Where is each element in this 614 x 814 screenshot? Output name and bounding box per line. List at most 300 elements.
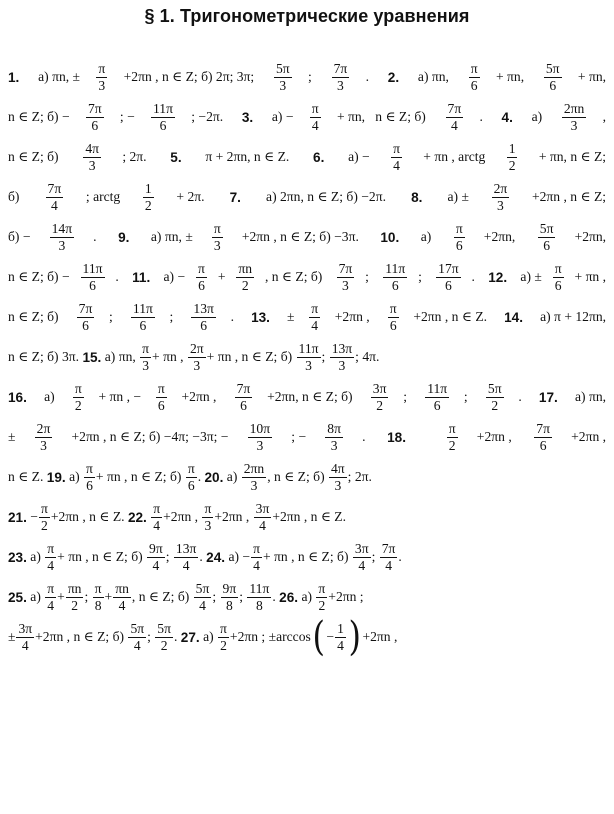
fraction-numerator: 7π <box>333 60 348 76</box>
fraction-numerator: 7π <box>536 420 550 436</box>
fraction-numerator: π <box>311 300 319 316</box>
answer-text: а) <box>298 589 316 604</box>
answer-text: . <box>173 629 181 644</box>
problem-number: 2. <box>387 69 400 85</box>
answer-text: б) − <box>8 229 31 244</box>
fraction <box>196 262 207 293</box>
answer-text: +2πn , <box>214 509 253 524</box>
fraction-numerator: π <box>448 420 456 436</box>
fraction-denominator: 4 <box>133 637 141 653</box>
fraction-numerator: π <box>187 460 195 476</box>
fraction-numerator: πn <box>115 580 129 596</box>
answer-text <box>424 429 427 445</box>
problem-number: 4. <box>501 109 513 125</box>
fraction <box>454 222 465 253</box>
problem-number: 22. <box>127 509 147 525</box>
fraction <box>50 222 74 253</box>
answer-text: + <box>57 589 65 604</box>
fraction-denominator: 6 <box>91 117 99 133</box>
answer-text: n ∈ Z; б) − <box>8 269 70 284</box>
fraction-numerator: 9π <box>149 540 163 556</box>
fraction <box>469 62 480 93</box>
answer-text: +2πn , <box>181 389 220 404</box>
fraction-denominator: 3 <box>256 437 264 453</box>
fraction-numerator: π <box>470 60 478 76</box>
answer-text: а) ± <box>517 269 542 284</box>
answer-text: +2πn , n ∈ Z; б) <box>35 629 128 644</box>
answer-text: ; 2π. <box>347 469 372 484</box>
answer-text: а) π + 12πn, <box>536 309 607 324</box>
fraction-denominator: 4 <box>152 557 160 573</box>
fraction <box>236 262 254 293</box>
fraction <box>151 102 175 133</box>
answer-text <box>147 509 150 525</box>
fraction <box>316 582 327 613</box>
answer-text: . <box>398 549 402 564</box>
answer-text: + πn, <box>495 69 528 84</box>
answers-block <box>8 57 607 660</box>
fraction-numerator: 1 <box>508 140 516 156</box>
fraction-numerator: π <box>311 100 319 116</box>
answer-text: +2πn , n ∈ Z. <box>272 509 347 524</box>
fraction-denominator: 4 <box>450 117 458 133</box>
answer-text: − <box>26 509 38 524</box>
answer-line <box>8 97 606 137</box>
answer-text: + <box>217 269 226 284</box>
fraction-denominator: 3 <box>570 117 578 133</box>
fraction-numerator: 3π <box>372 380 387 396</box>
problem-number: 27. <box>180 629 200 645</box>
fraction-denominator: 4 <box>311 317 319 333</box>
fraction <box>486 382 504 413</box>
fraction-numerator: π <box>213 220 221 236</box>
answer-text: n ∈ Z; б) − <box>8 109 70 124</box>
fraction-denominator: 3 <box>497 197 504 213</box>
fraction <box>221 582 239 613</box>
fraction <box>155 622 173 653</box>
fraction <box>329 462 347 493</box>
fraction-numerator: 1 <box>144 180 152 196</box>
fraction-numerator: π <box>389 300 397 316</box>
answer-text: . <box>230 309 238 324</box>
fraction-denominator: 3 <box>337 77 344 93</box>
answer-text: n ∈ Z; б) <box>8 149 62 164</box>
fraction-denominator: 6 <box>543 237 551 253</box>
answer-text: +2πn , n ∈ Z. <box>50 509 128 524</box>
problem-number: 1. <box>8 69 20 85</box>
fraction-numerator: 8π <box>327 420 341 436</box>
answer-text: +2πn , n ∈ Z. <box>413 309 491 324</box>
answer-text: +2πn , <box>334 309 374 324</box>
fraction-numerator: 3π <box>354 540 369 556</box>
fraction-numerator: 17π <box>438 260 459 276</box>
answer-text: , n ∈ Z; б) <box>131 589 193 604</box>
fraction <box>83 142 101 173</box>
fraction <box>212 222 223 253</box>
answer-line <box>8 497 606 537</box>
answer-text: а) πn, <box>571 389 607 404</box>
fraction-numerator: π <box>86 460 93 476</box>
fraction-numerator: 5π <box>130 620 145 636</box>
answer-text: +2πn , n ∈ Z; б) 2π; 3π; <box>123 69 258 84</box>
fraction-denominator: 6 <box>240 397 247 413</box>
fraction-denominator: 2 <box>41 517 48 533</box>
answer-text: + πn, n ∈ Z; б) <box>336 109 430 124</box>
answer-text: n ∈ Z; б) <box>8 309 62 324</box>
fraction <box>534 422 552 453</box>
fraction-numerator: 7π <box>381 540 396 556</box>
answer-text: а) − <box>160 269 186 284</box>
fraction-denominator: 4 <box>259 517 266 533</box>
answer-text: π + 2πn, n ∈ Z. <box>201 149 293 164</box>
fraction <box>383 262 407 293</box>
answer-line <box>8 297 606 337</box>
fraction-numerator: 4π <box>331 460 345 476</box>
fraction-denominator: 2 <box>220 637 227 653</box>
fraction <box>325 422 343 453</box>
fraction-numerator: π <box>198 260 205 276</box>
fraction-numerator: π <box>393 140 400 156</box>
fraction <box>371 382 389 413</box>
answer-text: . <box>518 389 526 404</box>
fraction-numerator: 5π <box>157 620 171 636</box>
fraction-numerator: π <box>74 380 82 396</box>
fraction-denominator: 4 <box>199 597 206 613</box>
fraction-denominator: 3 <box>213 237 221 253</box>
fraction-numerator: 14π <box>51 220 73 236</box>
fraction-numerator: 3π <box>18 620 33 636</box>
fraction-numerator: 5π <box>539 220 554 236</box>
answer-text: +2πn, <box>483 229 519 244</box>
fraction-numerator: π <box>98 60 106 76</box>
fraction <box>447 422 458 453</box>
fraction <box>194 582 212 613</box>
problem-number: 25. <box>8 589 27 605</box>
answer-text: а) πn, ± <box>34 69 80 84</box>
answer-line <box>8 377 606 417</box>
fraction-denominator: 8 <box>225 597 233 613</box>
answer-text: а) 2πn, n ∈ Z; б) −2π. <box>262 189 390 204</box>
fraction <box>332 62 350 93</box>
fraction <box>77 302 95 333</box>
fraction <box>39 502 50 533</box>
problem-number: 11. <box>132 269 151 285</box>
fraction-numerator: 2πn <box>563 100 585 116</box>
answer-text: + πn, n ∈ Z; <box>538 149 607 164</box>
problem-number: 17. <box>538 389 558 405</box>
fraction-denominator: 4 <box>182 557 190 573</box>
fraction <box>330 342 354 373</box>
fraction <box>380 542 398 573</box>
answer-text: ; <box>165 549 173 564</box>
answer-line <box>8 217 606 257</box>
fraction-denominator: 6 <box>198 277 205 293</box>
fraction-denominator: 8 <box>94 597 102 613</box>
fraction-denominator: 4 <box>253 557 260 573</box>
problem-number: 13. <box>251 309 270 325</box>
fraction-numerator: π <box>554 260 562 276</box>
fraction <box>131 302 155 333</box>
fraction <box>310 102 321 133</box>
answer-text: +2πn , <box>163 509 202 524</box>
answer-line <box>8 537 606 577</box>
fraction <box>81 262 105 293</box>
answer-text: а) <box>26 589 45 604</box>
fraction-numerator: 7π <box>47 180 62 196</box>
fraction-denominator: 6 <box>89 277 96 293</box>
fraction-denominator: 6 <box>187 477 195 493</box>
fraction-denominator: 4 <box>50 197 58 213</box>
answer-text: . <box>199 549 207 564</box>
answer-text: ; −2π. <box>191 109 227 124</box>
fraction <box>436 262 460 293</box>
fraction-denominator: 4 <box>47 597 55 613</box>
fraction <box>425 382 449 413</box>
answer-text: ; <box>463 389 472 404</box>
fraction <box>147 542 165 573</box>
fraction-denominator: 2 <box>71 597 79 613</box>
answer-text: +2πn ; ±arccos <box>229 629 311 644</box>
fraction-numerator: 11π <box>427 380 448 396</box>
answer-text: а) − <box>268 109 294 124</box>
answer-text: , n ∈ Z; б) <box>267 469 328 484</box>
fraction-numerator: π <box>142 340 150 356</box>
fraction <box>156 382 167 413</box>
answer-text: ; <box>371 549 379 564</box>
answer-text: а) <box>65 469 84 484</box>
fraction-numerator: πn <box>238 260 253 276</box>
fraction-denominator: 3 <box>338 357 346 373</box>
fraction-numerator: 5π <box>195 580 210 596</box>
fraction-denominator: 2 <box>491 397 499 413</box>
answer-text: . <box>365 69 373 84</box>
fraction-denominator: 3 <box>40 437 47 453</box>
fraction-denominator: 6 <box>389 317 397 333</box>
fraction <box>544 62 562 93</box>
answer-text: ; <box>365 269 373 284</box>
problem-number: 16. <box>8 389 27 405</box>
answer-line <box>8 337 606 377</box>
answer-text: ; 2π. <box>122 149 150 164</box>
answer-text: + 2π. <box>176 189 208 204</box>
fraction-denominator: 2 <box>508 157 516 173</box>
problem-number: 8. <box>411 189 423 205</box>
problem-number: 15. <box>82 349 102 365</box>
fraction <box>84 462 95 493</box>
fraction <box>553 262 564 293</box>
answer-text: +2πn , <box>571 429 607 444</box>
answer-text: +2πn , n ∈ Z; <box>531 189 607 204</box>
answer-text: + πn, <box>577 69 607 84</box>
answer-text: ; − <box>291 429 307 444</box>
fraction-numerator: π <box>40 500 48 516</box>
fraction <box>254 502 272 533</box>
fraction <box>297 342 321 373</box>
fraction-numerator: 3π <box>255 500 270 516</box>
fraction-denominator: 4 <box>311 117 319 133</box>
fraction-denominator: 2 <box>448 437 456 453</box>
fraction <box>446 102 464 133</box>
fraction-numerator: 11π <box>249 580 270 596</box>
fraction-denominator: 6 <box>200 317 208 333</box>
fraction-denominator: 3 <box>342 277 349 293</box>
fraction <box>247 582 271 613</box>
fraction-numerator: 9π <box>222 580 237 596</box>
fraction-numerator: 11π <box>153 100 173 116</box>
answer-text: . <box>197 469 205 484</box>
fraction-denominator: 4 <box>118 597 126 613</box>
answer-text: . <box>115 269 123 284</box>
fraction <box>140 342 151 373</box>
fraction-denominator: 6 <box>139 317 147 333</box>
answer-text: + πn , n ∈ Z; б) <box>206 349 296 364</box>
fraction-denominator: 6 <box>445 277 452 293</box>
answer-text: а) πn, <box>101 349 140 364</box>
answer-text: ; − <box>119 109 135 124</box>
answer-text: +2πn , n ∈ Z; б) −3π. <box>241 229 363 244</box>
answer-text: а) πn, ± <box>147 229 193 244</box>
fraction-denominator: 3 <box>334 477 342 493</box>
problem-number: 7. <box>229 189 241 205</box>
fraction <box>335 622 346 653</box>
fraction-denominator: 4 <box>21 637 29 653</box>
answer-text: а) <box>40 389 59 404</box>
problem-number: 24. <box>206 549 226 565</box>
answer-line <box>8 177 606 217</box>
fraction-numerator: 5π <box>275 60 290 76</box>
fraction-numerator: 7π <box>236 380 251 396</box>
fraction <box>388 302 399 333</box>
problem-number: 26. <box>279 589 299 605</box>
fraction-numerator: 7π <box>447 100 462 116</box>
fraction-numerator: π <box>47 540 55 556</box>
fraction-denominator: 4 <box>385 557 392 573</box>
answer-text: . <box>272 589 280 604</box>
fraction <box>46 182 64 213</box>
answer-text: ; <box>169 309 177 324</box>
fraction <box>186 462 197 493</box>
answer-text: а) ± <box>444 189 469 204</box>
fraction-numerator: π <box>94 580 102 596</box>
fraction-denominator: 3 <box>279 77 287 93</box>
fraction-numerator: π <box>157 380 165 396</box>
fraction <box>248 422 272 453</box>
fraction <box>492 182 510 213</box>
fraction-denominator: 6 <box>159 117 167 133</box>
answer-text: ; <box>212 589 220 604</box>
problem-number: 21. <box>8 509 27 525</box>
fraction-denominator: 4 <box>153 517 161 533</box>
fraction <box>16 622 34 653</box>
fraction-denominator: 3 <box>305 357 312 373</box>
fraction-numerator: 7π <box>338 260 353 276</box>
answer-text: а) <box>223 469 241 484</box>
answer-text: . <box>471 269 479 284</box>
fraction-numerator: πn <box>67 580 82 596</box>
fraction-numerator: π <box>204 500 212 516</box>
fraction <box>251 542 262 573</box>
fraction-numerator: π <box>47 580 55 596</box>
problem-number: 10. <box>380 229 400 245</box>
fraction-denominator: 2 <box>376 397 383 413</box>
fraction-numerator: 5π <box>545 60 560 76</box>
problem-number: 3. <box>241 109 254 125</box>
answer-text: . <box>362 429 369 444</box>
fraction-denominator: 6 <box>549 77 557 93</box>
problem-number: 5. <box>170 149 182 165</box>
fraction-denominator: 6 <box>82 317 89 333</box>
answer-text: n ∈ Z. <box>8 469 47 484</box>
answer-text: ± <box>8 629 16 644</box>
answer-text: а) − <box>344 149 370 164</box>
problem-number: 14. <box>504 309 524 325</box>
fraction-denominator: 3 <box>98 77 106 93</box>
answer-text: ; <box>403 389 411 404</box>
answer-text: + πn , n ∈ Z; б) <box>262 549 352 564</box>
fraction-numerator: π <box>220 620 227 636</box>
answer-text: ; <box>84 589 92 604</box>
fraction-denominator: 6 <box>455 237 463 253</box>
fraction <box>353 542 371 573</box>
fraction-denominator: 6 <box>157 397 165 413</box>
fraction-numerator: 7π <box>87 100 102 116</box>
fraction-denominator: 2 <box>241 277 249 293</box>
fraction-denominator: 6 <box>391 277 399 293</box>
fraction-numerator: 11π <box>298 340 319 356</box>
fraction-denominator: 6 <box>433 397 441 413</box>
fraction-numerator: 2π <box>36 420 51 436</box>
fraction-denominator: 4 <box>393 157 400 173</box>
fraction <box>96 62 107 93</box>
answer-text: б) <box>8 189 23 204</box>
fraction-denominator: 6 <box>539 437 547 453</box>
answer-text: ; 4π. <box>355 349 380 364</box>
answer-line <box>8 577 606 617</box>
fraction <box>113 582 131 613</box>
fraction <box>143 182 154 213</box>
answer-text: ± <box>8 429 16 444</box>
fraction-denominator: 4 <box>47 557 55 573</box>
answer-text: ; <box>109 309 117 324</box>
fraction-numerator: 13π <box>331 340 353 356</box>
answer-text: + πn , arctg <box>423 149 486 164</box>
fraction-denominator: 2 <box>144 197 152 213</box>
problem-number: 20. <box>204 469 224 485</box>
answer-text: а) <box>26 549 45 564</box>
answer-text: + πn , <box>574 269 607 284</box>
answer-text: + πn , − <box>98 389 142 404</box>
answer-text: ; <box>418 269 426 284</box>
answer-text: а) <box>199 629 218 644</box>
fraction <box>45 542 56 573</box>
answer-text: +2πn, <box>574 229 607 244</box>
answer-text: + πn , n ∈ Z; б) <box>95 469 185 484</box>
fraction-numerator: 2π <box>493 180 508 196</box>
problem-number: 18. <box>387 429 406 445</box>
fraction-denominator: 3 <box>88 157 96 173</box>
problem-number: 23. <box>8 549 27 565</box>
fraction <box>35 422 53 453</box>
fraction <box>86 102 104 133</box>
answer-text: а) πn, <box>414 69 453 84</box>
fraction <box>538 222 556 253</box>
close-paren: ) <box>348 614 361 660</box>
fraction-denominator: 3 <box>250 477 258 493</box>
fraction <box>93 582 104 613</box>
answer-text: ; <box>239 589 247 604</box>
fraction-denominator: 3 <box>142 357 149 373</box>
fraction-numerator: π <box>318 580 326 596</box>
